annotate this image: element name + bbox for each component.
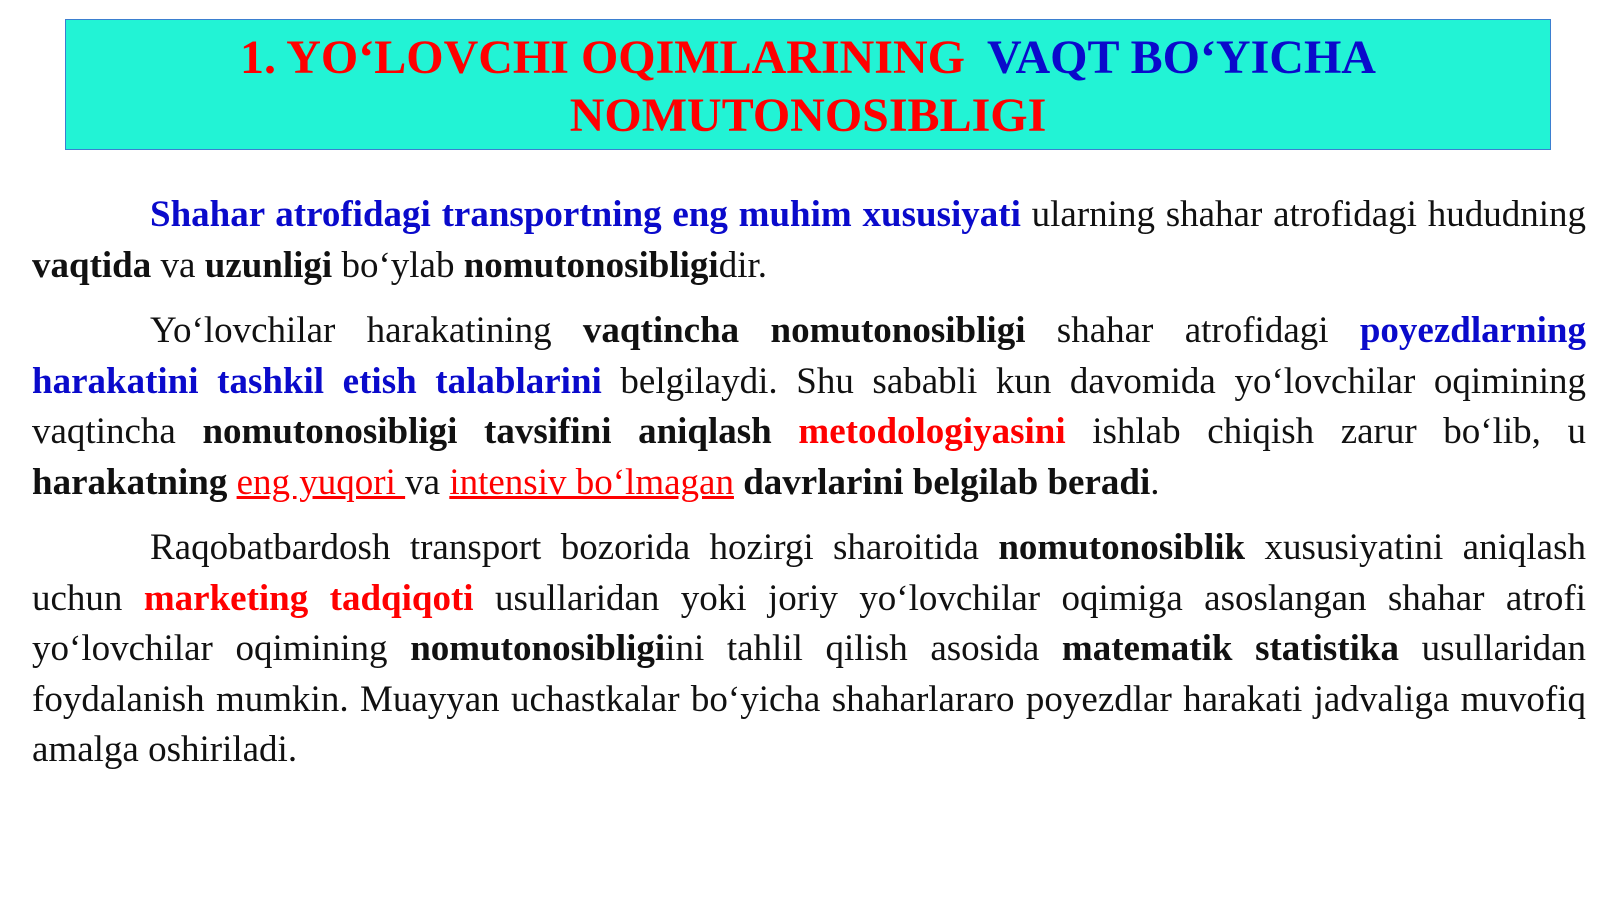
text-run: shahar atrofidagi [1025,310,1360,351]
underlined-text: intensiv bo‘lmagan [449,461,734,503]
highlight-text: Shahar atrofidagi transportning eng muhim xususiyati [150,194,1021,235]
text-run [440,462,449,503]
text-run [772,411,799,452]
text-run [227,462,236,503]
highlight-text: poyezdlarning harakatini tashkil etish talablarini [32,310,1586,402]
title-line-1 [66,29,1550,87]
underlined-text: eng yuqori [236,461,406,503]
text-run: xususiyatini aniqlash uchun [32,527,1586,619]
text-run: bo‘ylab [332,244,464,286]
bold-text: davrlarini belgilab beradi [743,461,1151,503]
title-red-part: YO‘LOVCHI OQIMLARINING [286,31,965,84]
title-line-2: NOMUTONOSIBLIGI [569,89,1047,142]
title-blue-part: VAQT BO‘YICHA [986,31,1376,84]
text-run: Raqobatbardosh transport bozorida hozirgi sharoitida [150,527,999,568]
paragraph-1 [32,190,1586,291]
text-run: usullaridan foydalanish mumkin. Muayyan uchastkalar bo‘yicha shaharlararo poyezdlar harakati jadvaliga muvofiq amalga oshiriladi. [32,628,1587,770]
highlight-text: metodologiyasini [798,411,1066,452]
text-run: ishlab chiqish zarur bo‘lib, u [1065,411,1587,452]
bold-text: harakatning [32,461,228,503]
bold-text: uzunligi [204,244,333,286]
bold-text: vaqtida [32,244,152,286]
text-run: usullaridan yoki joriy yo‘lovchilar oqimiga asoslangan shahar atrofi yo‘lovchilar oqimining [32,577,1586,669]
text-run: Yo‘lovchilar harakatining [150,310,583,351]
text-run: va [151,244,205,286]
text-run: va [405,461,441,503]
text-run: belgilaydi. Shu sababli kun davomida yo‘lovchilar oqimining vaqtincha [32,360,1586,452]
title-banner [65,19,1551,150]
text-run: dir. [718,244,768,286]
title-number: 1. [240,31,277,84]
text-run [734,462,743,503]
bold-text: matematik statistika [1061,628,1399,669]
paragraph-3 [32,523,1586,776]
bold-text: nomutonosiblik [998,527,1246,568]
text-run: . [1150,461,1160,503]
bold-text: vaqtincha nomutonosibligi [582,310,1026,351]
text-run: ini tahlil qilish asosida [665,628,1062,669]
body-text [32,190,1586,791]
highlight-text: marketing tadqiqoti [143,577,474,619]
bold-text: nomutonosibligi [463,244,719,286]
bold-text: nomutonosibligi [410,628,666,669]
text-run: ularning shahar atrofidagi hududning [1020,194,1586,235]
paragraph-2 [32,306,1586,508]
bold-text: nomutonosibligi tavsifini aniqlash [202,411,772,452]
